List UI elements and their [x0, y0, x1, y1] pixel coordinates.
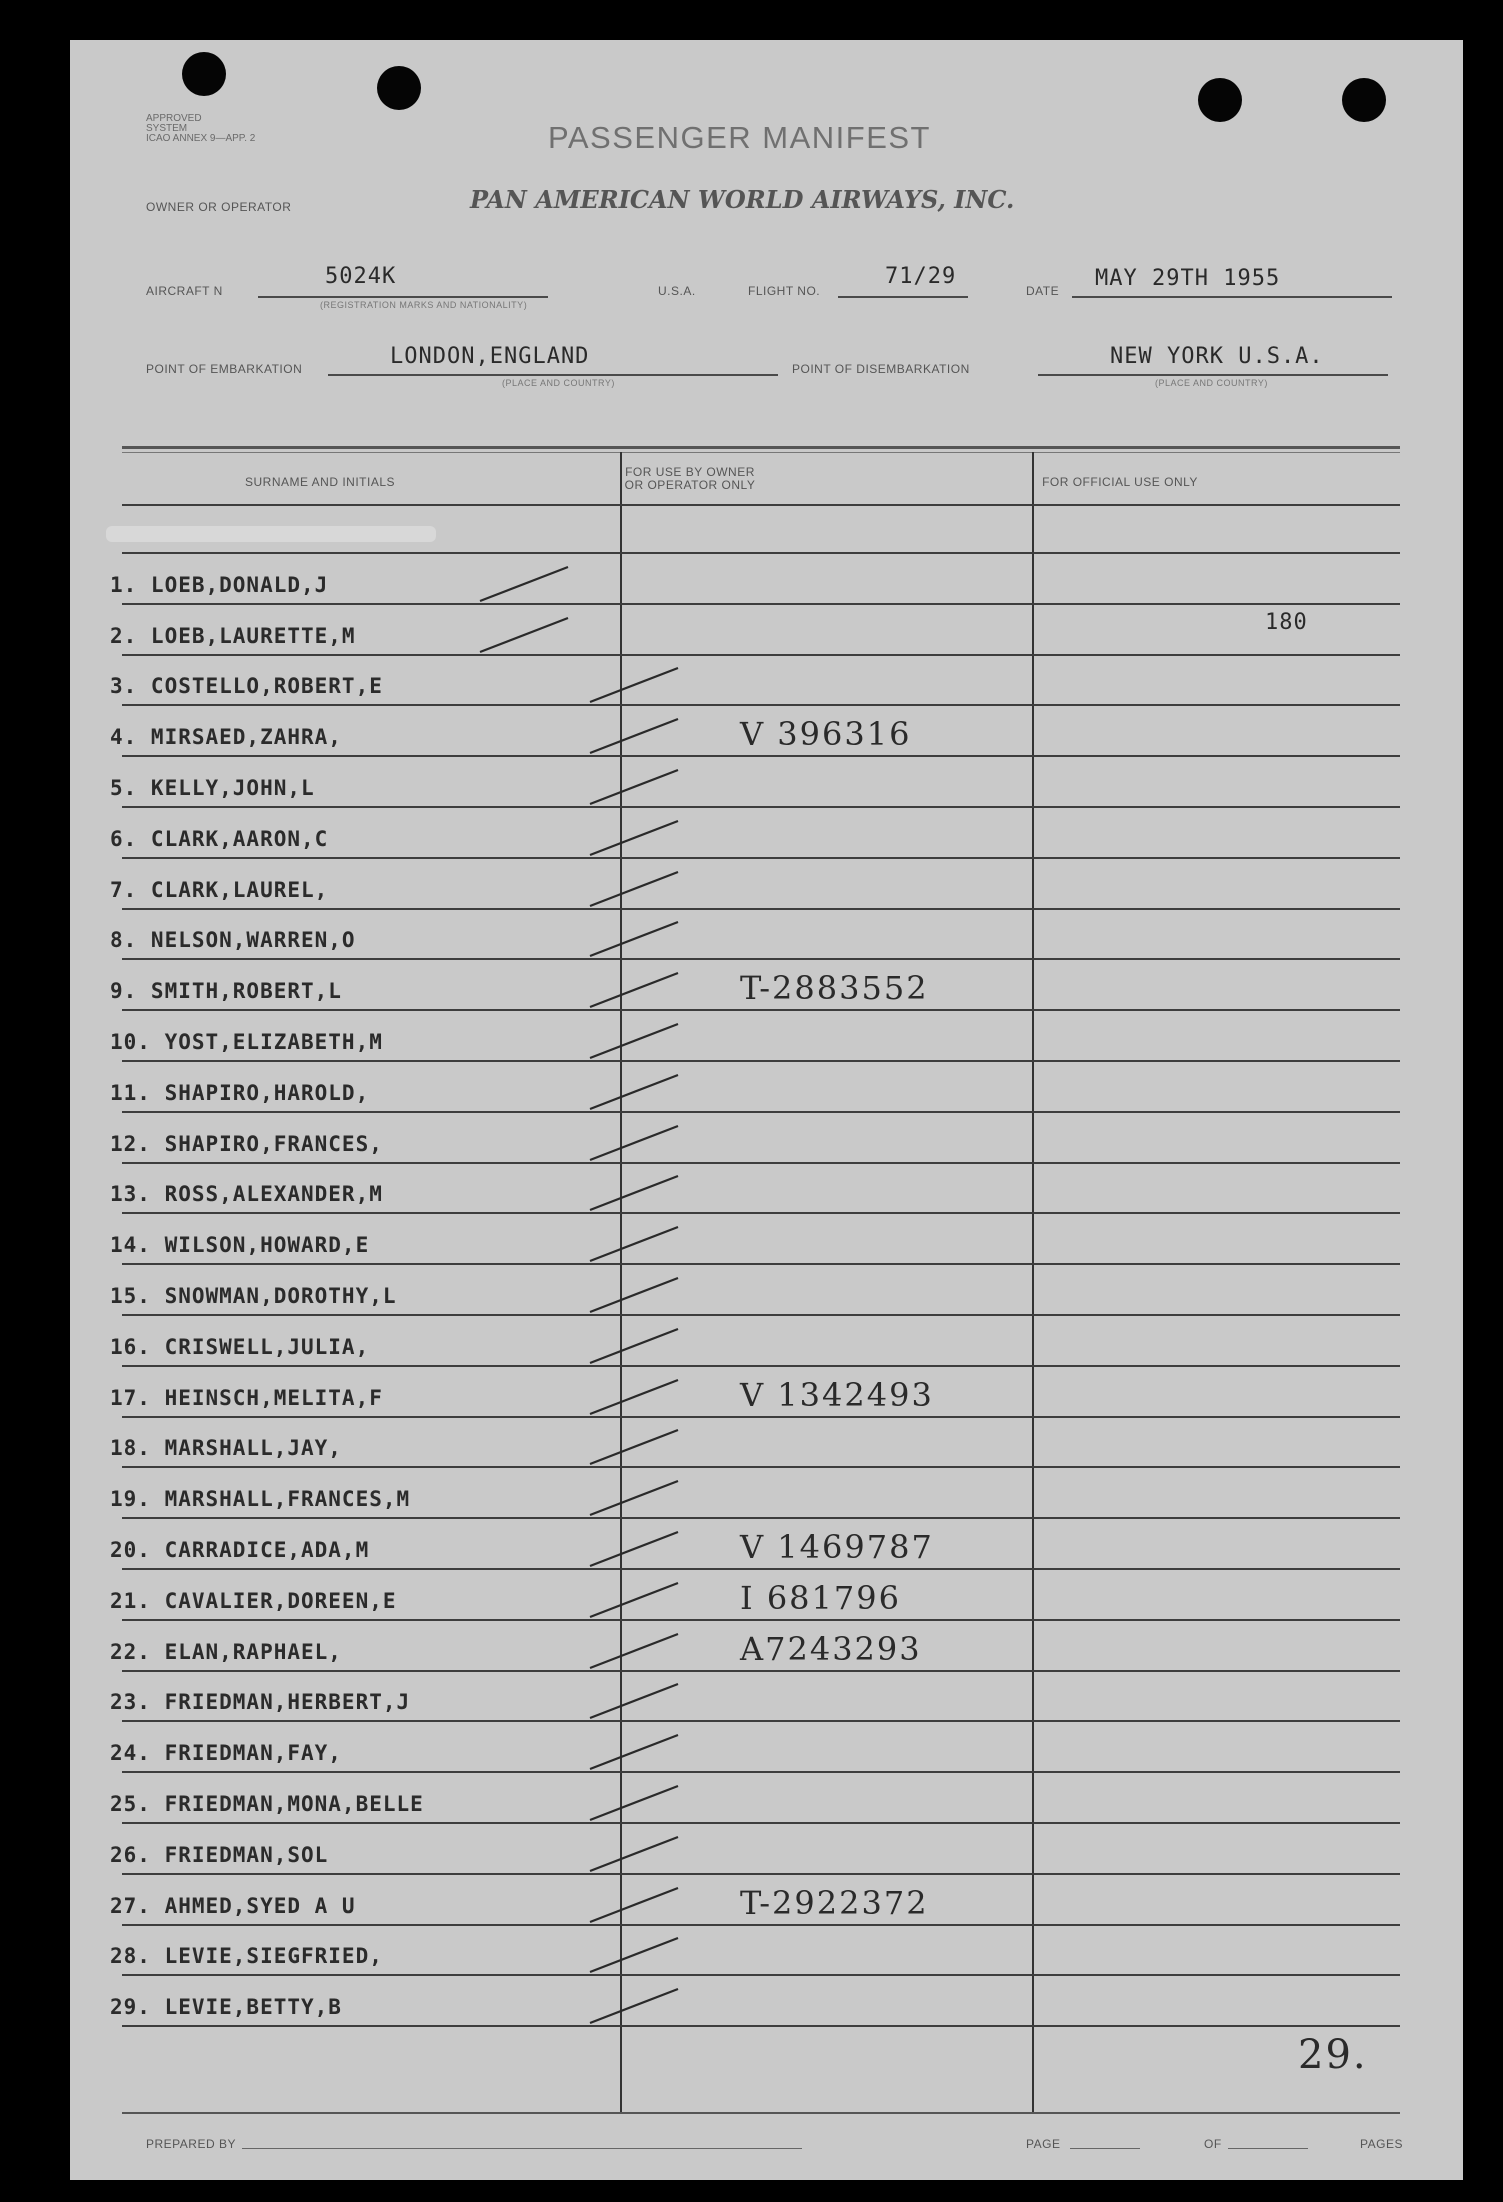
passenger-name: 9. SMITH,ROBERT,L	[110, 979, 342, 1003]
aircraft-label: AIRCRAFT N	[146, 284, 223, 298]
table-top-rule	[122, 446, 1400, 449]
passenger-name: 18. MARSHALL,JAY,	[110, 1436, 342, 1460]
operator-note: V 1342493	[740, 1376, 934, 1414]
col-operator-header-line: FOR USE BY OWNER	[625, 465, 755, 479]
passenger-total: 29.	[1298, 2032, 1368, 2078]
passenger-name: 20. CARRADICE,ADA,M	[110, 1538, 370, 1562]
column-divider	[620, 452, 622, 2112]
check-mark	[590, 1888, 678, 1922]
row-rule	[122, 1060, 1400, 1062]
operator-note: T-2883552	[740, 969, 929, 1007]
passenger-name: 13. ROSS,ALEXANDER,M	[110, 1182, 383, 1206]
check-mark	[590, 821, 678, 855]
flight-label: FLIGHT NO.	[748, 284, 821, 298]
prepared-by-label: PREPARED BY	[146, 2137, 236, 2151]
passenger-name: 29. LEVIE,BETTY,B	[110, 1995, 342, 2019]
check-mark	[590, 1583, 678, 1617]
row-rule	[122, 603, 1400, 605]
of-line	[1228, 2148, 1308, 2149]
passenger-name: 2. LOEB,LAURETTE,M	[110, 624, 356, 648]
passenger-name: 26. FRIEDMAN,SOL	[110, 1843, 329, 1867]
row-rule	[122, 1162, 1400, 1164]
check-mark	[590, 922, 678, 956]
row-rule	[122, 1720, 1400, 1722]
check-mark	[590, 1735, 678, 1769]
row-rule	[122, 1517, 1400, 1519]
embark-label: POINT OF EMBARKATION	[146, 362, 303, 376]
row-rule	[122, 755, 1400, 757]
row-rule	[122, 1263, 1400, 1265]
row-rule	[122, 1466, 1400, 1468]
operator-note: I 681796	[740, 1579, 901, 1617]
row-rule	[122, 1974, 1400, 1976]
check-mark	[590, 668, 678, 702]
row-rule	[122, 1212, 1400, 1214]
operator-note: T-2922372	[740, 1884, 929, 1922]
row-rule	[122, 1771, 1400, 1773]
flight-value: 71/29	[885, 264, 957, 289]
approval-line: ICAO ANNEX 9—APP. 2	[146, 133, 256, 144]
owner-label: OWNER OR OPERATOR	[146, 200, 292, 214]
passenger-name: 4. MIRSAED,ZAHRA,	[110, 725, 342, 749]
passenger-name: 21. CAVALIER,DOREEN,E	[110, 1589, 397, 1613]
check-mark	[480, 567, 568, 601]
punch-hole	[1342, 78, 1386, 122]
row-rule	[122, 1365, 1400, 1367]
col-surname-header: SURNAME AND INITIALS	[244, 475, 396, 489]
prepared-by-line	[242, 2148, 802, 2149]
row-rule	[122, 908, 1400, 910]
passenger-name: 7. CLARK,LAUREL,	[110, 878, 329, 902]
check-mark	[590, 973, 678, 1007]
row-rule	[122, 2025, 1400, 2027]
passenger-name: 5. KELLY,JOHN,L	[110, 776, 315, 800]
passenger-name: 12. SHAPIRO,FRANCES,	[110, 1132, 383, 1156]
row-rule	[122, 806, 1400, 808]
check-mark	[590, 1634, 678, 1668]
punch-hole	[377, 66, 421, 110]
row-rule	[122, 1822, 1400, 1824]
table-top-rule-2	[122, 452, 1400, 453]
operator-note: V 396316	[740, 715, 912, 753]
passenger-name: 3. COSTELLO,ROBERT,E	[110, 674, 383, 698]
disembark-underline	[1038, 374, 1388, 376]
row-rule	[122, 1314, 1400, 1316]
disembark-label: POINT OF DISEMBARKATION	[792, 362, 970, 376]
check-mark	[590, 1075, 678, 1109]
col-operator-header	[530, 466, 850, 492]
row-rule	[122, 1873, 1400, 1875]
punch-hole	[182, 52, 226, 96]
check-mark	[590, 1481, 678, 1515]
check-mark	[480, 618, 568, 652]
passenger-name: 17. HEINSCH,MELITA,F	[110, 1386, 383, 1410]
passenger-name: 25. FRIEDMAN,MONA,BELLE	[110, 1792, 424, 1816]
check-mark	[590, 1126, 678, 1160]
check-mark	[590, 1938, 678, 1972]
aircraft-underline	[258, 296, 548, 298]
passenger-name: 11. SHAPIRO,HAROLD,	[110, 1081, 370, 1105]
operator-note: A7243293	[740, 1630, 922, 1668]
usa-label: U.S.A.	[658, 284, 696, 298]
passenger-name: 23. FRIEDMAN,HERBERT,J	[110, 1690, 411, 1714]
passenger-name: 6. CLARK,AARON,C	[110, 827, 329, 851]
row-rule	[122, 1619, 1400, 1621]
operator-note: V 1469787	[740, 1528, 934, 1566]
approval-note	[146, 114, 255, 144]
flight-underline	[838, 296, 968, 298]
row-rule	[122, 1009, 1400, 1011]
embark-value: LONDON,ENGLAND	[390, 344, 590, 369]
disembark-sub: (PLACE AND COUNTRY)	[1155, 378, 1268, 388]
row-rule	[122, 1416, 1400, 1418]
aircraft-sub: (REGISTRATION MARKS AND NATIONALITY)	[320, 300, 528, 310]
row-rule	[122, 1111, 1400, 1113]
check-mark	[590, 1989, 678, 2023]
check-mark	[590, 1837, 678, 1871]
check-mark	[590, 1278, 678, 1312]
aircraft-value: 5024K	[325, 264, 397, 289]
date-value: MAY 29TH 1955	[1095, 266, 1281, 291]
manifest-sheet	[70, 40, 1463, 2180]
redacted-entry	[106, 526, 436, 542]
check-mark	[590, 1430, 678, 1464]
passenger-name: 1. LOEB,DONALD,J	[110, 573, 329, 597]
punch-hole	[1198, 78, 1242, 122]
row-rule	[122, 857, 1400, 859]
official-note: 180	[1265, 610, 1308, 635]
date-underline	[1072, 296, 1392, 298]
check-mark	[590, 872, 678, 906]
passenger-name: 14. WILSON,HOWARD,E	[110, 1233, 370, 1257]
date-label: DATE	[1026, 284, 1060, 298]
embark-underline	[328, 374, 778, 376]
passenger-name: 19. MARSHALL,FRANCES,M	[110, 1487, 411, 1511]
passenger-name: 28. LEVIE,SIEGFRIED,	[110, 1944, 383, 1968]
check-mark	[590, 1380, 678, 1414]
check-mark	[590, 1532, 678, 1566]
passenger-name: 22. ELAN,RAPHAEL,	[110, 1640, 342, 1664]
col-operator-header-line: OR OPERATOR ONLY	[624, 478, 756, 492]
page-label: PAGE	[1026, 2137, 1061, 2151]
embark-sub: (PLACE AND COUNTRY)	[502, 378, 615, 388]
check-mark	[590, 1176, 678, 1210]
check-mark	[590, 770, 678, 804]
page-line	[1070, 2148, 1140, 2149]
pages-label: PAGES	[1360, 2137, 1403, 2151]
row-rule	[122, 504, 1400, 506]
footer-rule	[122, 2112, 1400, 2114]
column-divider	[1032, 452, 1034, 2112]
passenger-name: 24. FRIEDMAN,FAY,	[110, 1741, 342, 1765]
approval-line: SYSTEM	[146, 123, 188, 134]
row-rule	[122, 1924, 1400, 1926]
row-rule	[122, 654, 1400, 656]
check-mark	[590, 1024, 678, 1058]
disembark-value: NEW YORK U.S.A.	[1110, 344, 1324, 369]
check-mark	[590, 719, 678, 753]
passenger-name: 27. AHMED,SYED A U	[110, 1894, 356, 1918]
passenger-name: 8. NELSON,WARREN,O	[110, 928, 356, 952]
row-rule	[122, 1568, 1400, 1570]
row-rule	[122, 1670, 1400, 1672]
passenger-name: 15. SNOWMAN,DOROTHY,L	[110, 1284, 397, 1308]
passenger-name: 16. CRISWELL,JULIA,	[110, 1335, 370, 1359]
row-rule	[122, 704, 1400, 706]
passenger-name: 10. YOST,ELIZABETH,M	[110, 1030, 383, 1054]
check-mark	[590, 1227, 678, 1261]
check-mark	[590, 1684, 678, 1718]
check-mark	[590, 1329, 678, 1363]
row-rule	[122, 552, 1400, 554]
of-label: OF	[1204, 2137, 1222, 2151]
check-mark	[590, 1786, 678, 1820]
row-rule	[122, 958, 1400, 960]
col-official-header: FOR OFFICIAL USE ONLY	[1042, 475, 1198, 489]
approval-line: APPROVED	[146, 113, 202, 124]
form-title: PASSENGER MANIFEST	[548, 120, 931, 155]
operator-name: PAN AMERICAN WORLD AIRWAYS, INC.	[470, 185, 1015, 214]
